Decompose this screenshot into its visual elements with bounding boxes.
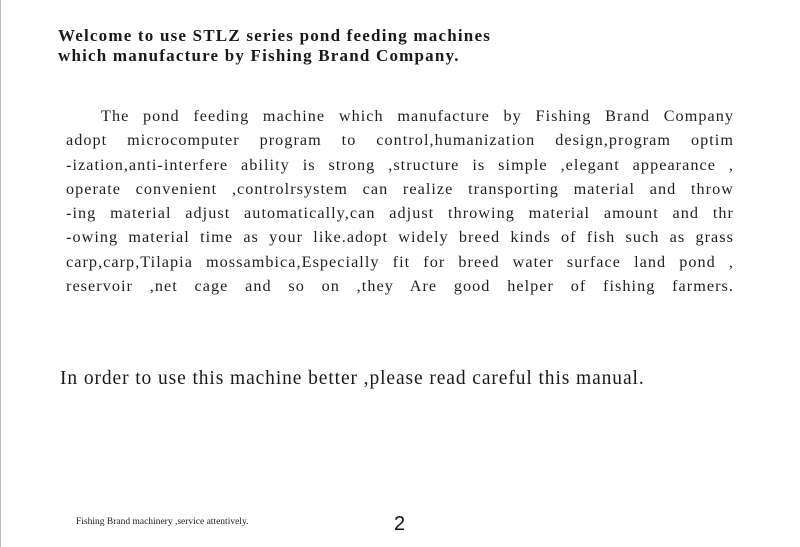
paragraph-line: carp,carp,Tilapia mossambica,Especially fit for breed water surface land pond , (66, 252, 734, 271)
page-number: 2 (394, 513, 406, 535)
paragraph-line: adopt microcomputer program to control,humanization design,program optim (66, 131, 734, 150)
paragraph-line: The pond feeding machine which manufacture by Fishing Brand Company (101, 107, 734, 125)
page-heading (58, 26, 491, 66)
paragraph-line: reservoir ,net cage and so on ,they Are good helper of fishing farmers. (66, 277, 734, 296)
heading-line-1: Welcome to use STLZ series pond feeding machines (58, 26, 492, 45)
intro-paragraph (66, 104, 734, 298)
paragraph-line: operate convenient ,controlrsystem can realize transporting material and throw (66, 179, 734, 198)
read-manual-instruction: In order to use this machine better ,please read careful this manual. (60, 368, 645, 389)
paragraph-line: -ing material adjust automatically,can adjust throwing material amount and thr (66, 204, 734, 223)
page-edge-rule (0, 0, 1, 547)
paragraph-line: -ization,anti-interfere ability is strong ,structure is simple ,elegant appearance , (66, 155, 734, 174)
footer-slogan: Fishing Brand machinery ,service attentively. (76, 517, 249, 527)
heading-line-2: which manufacture by Fishing Brand Company. (58, 46, 460, 65)
paragraph-line: -owing material time as your like.adopt widely breed kinds of fish such as grass (66, 228, 734, 247)
